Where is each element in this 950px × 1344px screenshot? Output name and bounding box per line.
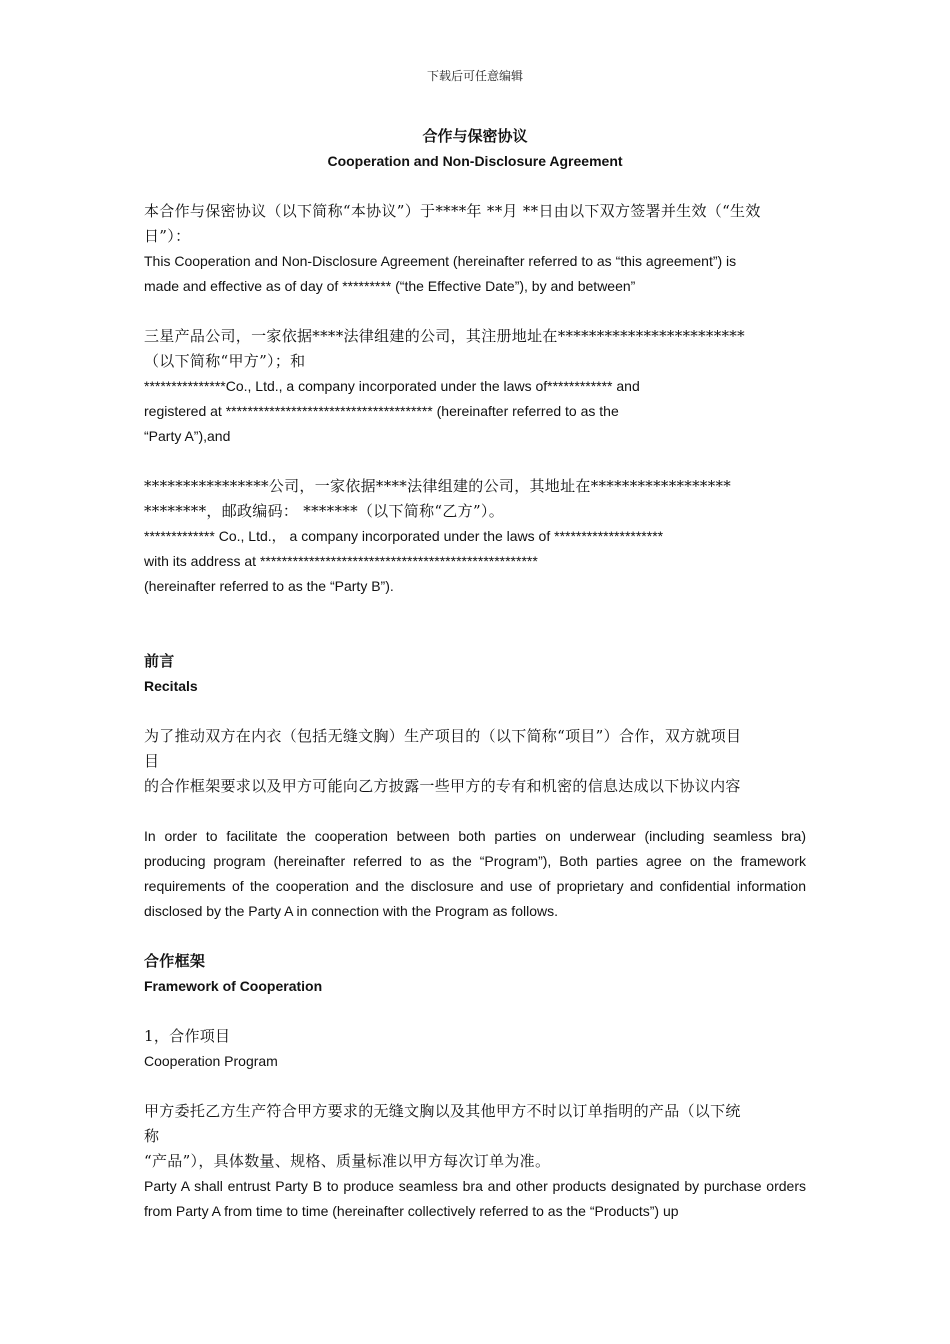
item-1-english: Cooperation Program	[144, 1053, 278, 1069]
framework-heading-chinese: 合作框架	[144, 952, 206, 970]
framework-heading-english: Framework of Cooperation	[144, 978, 323, 994]
party-b-chinese-line-2: ********，邮政编码： *******（以下简称“乙方”）。	[144, 502, 505, 520]
party-b-english-line-3: (hereinafter referred to as the “Party B”).	[144, 578, 394, 594]
party-a-chinese-line-2: （以下简称“甲方”）；和	[144, 352, 306, 370]
party-a-english-line-3: “Party A”),and	[144, 428, 231, 444]
party-a-english-line-2: registered at ************************************** (hereinafter referred to as the	[144, 403, 619, 419]
party-b-english-line-2: with its address at ***************************************************	[144, 553, 538, 569]
download-note: 下载后可任意编辑	[426, 69, 523, 83]
item-1-chinese: 1，合作项目	[144, 1027, 231, 1045]
framework-body-english: Party A shall entrust Party B to produce seamless bra and other products designated by purchase orders from Party A from time to time (hereinafter collectively referred to as the “Products”) up	[144, 1178, 806, 1219]
title-english: Cooperation and Non-Disclosure Agreement	[327, 153, 623, 169]
agreement-body	[144, 124, 806, 1224]
recitals-chinese-line-3: 的合作框架要求以及甲方可能向乙方披露一些甲方的专有和机密的信息达成以下协议内容	[144, 777, 741, 795]
framework-body-chinese-line-3: “产品”），具体数量、规格、质量标准以甲方每次订单为准。	[144, 1152, 551, 1170]
title-chinese: 合作与保密协议	[422, 128, 528, 145]
recitals-chinese-line-2: 目	[144, 752, 160, 770]
framework-body-chinese-line-2: 称	[144, 1127, 160, 1145]
framework-body-chinese-line-1: 甲方委托乙方生产符合甲方要求的无缝文胸以及其他甲方不时以订单指明的产品（以下统	[144, 1102, 741, 1120]
intro-chinese: 本合作与保密协议（以下简称“本协议”）于****年 **月 **日由以下双方签署并生效（“生效日”）：	[144, 202, 761, 245]
party-a-chinese-line-1: 三星产品公司，一家依据****法律组建的公司，其注册地址在************************	[144, 327, 745, 345]
recitals-heading-english: Recitals	[144, 678, 198, 694]
recitals-chinese-line-1: 为了推动双方在内衣（包括无缝文胸）生产项目的（以下简称“项目”）合作，双方就项目	[144, 727, 742, 745]
party-a-english-line-1: ***************Co., Ltd., a company incorporated under the laws of************ and	[144, 378, 640, 394]
intro-english-line-1: This Cooperation and Non-Disclosure Agreement (hereinafter referred to as “this agreement”) is	[144, 253, 737, 269]
recitals-heading-chinese: 前言	[144, 652, 175, 670]
intro-english-line-2: made and effective as of day of ********* (“the Effective Date”), by and between”	[144, 278, 636, 294]
party-b-chinese-line-1: ****************公司，一家依据****法律组建的公司，其地址在******************	[144, 477, 732, 495]
party-b-english-line-1: ************* Co., Ltd.， a company incorporated under the laws of ********************	[144, 528, 664, 544]
recitals-english: In order to facilitate the cooperation between both parties on underwear (including seamless bra) producing program (hereinafter referred to as the “Program”), Both parties agree on the framework requirements of the cooperation and the disclosure and use of proprietary and confidential information disclosed by the Party A in connection with the Program as follows.	[144, 828, 806, 919]
